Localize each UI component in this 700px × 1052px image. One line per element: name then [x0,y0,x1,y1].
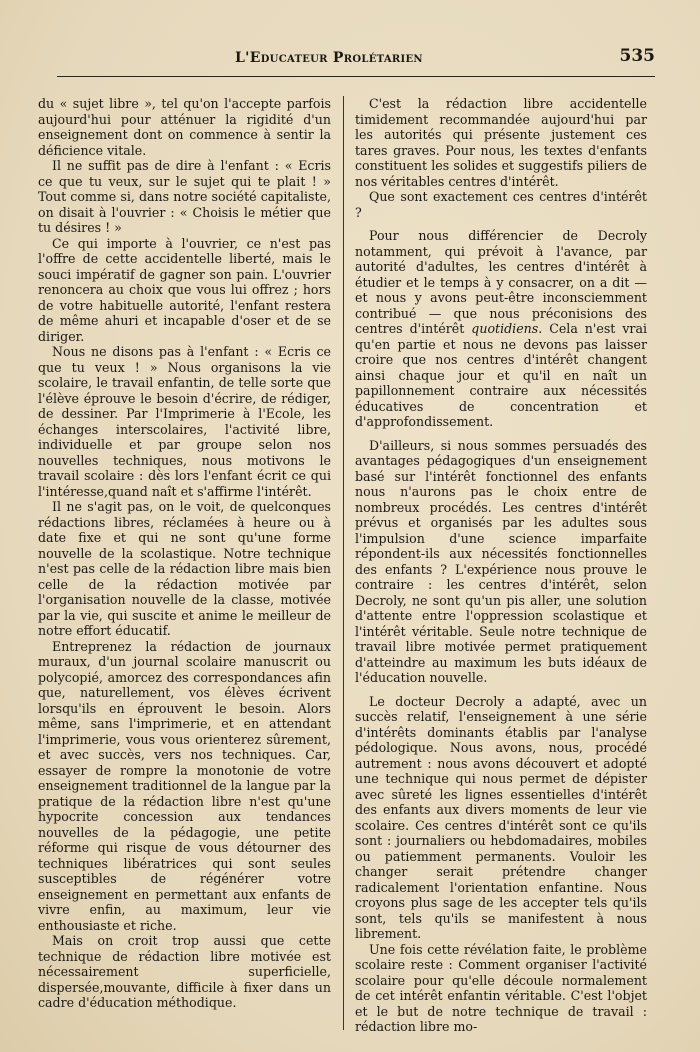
paragraph: Ce qui importe à l'ouvrier, ce n'est pas l'offre de cette accidentelle liberté, mais le souci impératif de gagner son pain. L'ouvrier renoncera au choix que vous lui offrez ; hors de votre habituelle autorité, l'enfant restera de même ahuri et incapable d'oser et de se diriger. [38,235,331,344]
paragraph: Nous ne disons pas à l'enfant : « Ecris ce que tu veux ! » Nous organisons la vie scolaire, le travail enfantin, de telle sorte que l'élève éprouve le besoin d'écrire, de rédiger, de dessiner. Par l'Imprimerie à l'Ecole, les échanges interscolaires, l'activité libre, individuelle et par groupe selon nos nouvelles techniques, nous motivons le travail scolaire : dès lors l'enfant écrit ce qui l'intéresse,quand naît et s'affirme l'intérêt. [38,344,331,499]
paragraph: Le docteur Decroly a adapté, avec un succès relatif, l'enseignement à une série d'intérêts dominants établis par l'analyse pédologique. Nous avons, nous, procédé autrement : nous avons découvert et adopté une technique qui nous permet de dépister avec sûreté les lignes essentielles d'intérêt des enfants aux divers moments de leur vie scolaire. Ces centres d'intérêt sont ce qu'ils sont : journaliers ou hebdomadaires, mobiles ou patiemment permanents. Vouloir les changer serait prétendre changer radicalement l'orientation enfantine. Nous croyons plus sage de les accepter tels qu'ils sont, tels qu'ils se manifestent à nous librement. [355,693,647,941]
left-column [38,96,331,1011]
header-rule [57,76,655,77]
paragraph: C'est la rédaction libre accidentelle timidement recommandée aujourd'hui par les autorités qui présente justement ces tares graves. Pour nous, les textes d'enfants constituent les solides et suggestifs piliers de nos véritables centres d'intérêt. [355,96,647,189]
paragraph: Mais on croit trop aussi que cette technique de rédaction libre motivée est nécessairement superficielle, dispersée,mouvante, difficile à fixer dans un cadre d'éducation méthodique. [38,933,331,1010]
paragraph: Une fois cette révélation faite, le problème scolaire reste : Comment organiser l'activité scolaire pour qu'elle découle normalement de cet intérêt enfantin véritable. C'est l'objet et le but de notre technique de travail : rédaction libre mo- [355,941,647,1034]
journal-title: L'Educateur Prolétarien [235,50,423,66]
right-column [355,96,647,1035]
paragraph: Il ne suffit pas de dire à l'enfant : « Ecris ce que tu veux, sur le sujet qui te plait ! » Tout comme si, dans notre société capitaliste, on disait à l'ouvrier : « Choisis le métier que tu désires ! » [38,158,331,235]
paragraph: Il ne s'agit pas, on le voit, de quelconques rédactions libres, réclamées à heure ou à date fixe et qui ne sont qu'une forme nouvelle de la scolastique. Notre technique n'est pas celle de la rédaction libre mais bien celle de la rédaction motivée par l'organisation nouvelle de la classe, motivée par la vie, qui suscite et anime le meilleur de notre effort éducatif. [38,499,331,638]
running-header [40,46,655,72]
paragraph-text: Cela n'est vrai qu'en partie et nous ne devons pas laisser croire que nos centres d'intérêt changent ainsi chaque jour et qu'il en naît un papillonnement contraire aux nécessités éducatives de concentration et d'approfondissement. [355,321,647,429]
emphasis-text: quotidiens. [471,321,543,336]
paragraph: Que sont exactement ces centres d'intérêt ? [355,189,647,220]
paragraph-text: Pour nous différencier de Decroly notamment, qui prévoit à l'avance, par autorité d'adultes, les centres d'intérêt à étudier et le temps à y consacrer, on a dit — et nous y avons peut-être inconsciemment contribué — que nous préconisions des centres d'intérêt [355,228,647,336]
paragraph: du « sujet libre », tel qu'on l'accepte parfois aujourd'hui pour atténuer la rigidité d'un enseignement dont on commence à sentir la déficience vitale. [38,96,331,158]
paragraph [355,228,647,430]
column-divider [343,96,344,1030]
page-number: 535 [619,46,655,66]
paragraph: D'ailleurs, si nous sommes persuadés des avantages pédagogiques d'un enseignement basé sur l'intérêt fonctionnel des enfants nous n'aurons pas le choix entre de nombreux procédés. Les centres d'intérêt prévus et organisés par les adultes sous l'impulsion d'une science imparfaite répondent-ils aux nécessités fonctionnelles des enfants ? L'expérience nous prouve le contraire : les centres d'intérêt, selon Decroly, ne sont qu'un pis aller, une solution d'attente entre l'oppression scolastique et l'intérêt véritable. Seule notre technique de travail libre motivée permet pratiquement d'atteindre au maximum les buts idéaux de l'éducation nouvelle. [355,437,647,685]
paragraph: Entreprenez la rédaction de journaux muraux, d'un journal scolaire manuscrit ou polycopié, amorcez des correspondances afin que, naturellement, vos élèves écrivent lorsqu'ils en éprouvent le besoin. Alors même, sans l'imprimerie, et en attendant l'imprimerie, vous vous orienterez sûrement, et avec succès, vers nos techniques. Car, essayer de rompre la monotonie de votre enseignement traditionnel de la langue par la pratique de la rédaction libre n'est qu'une hypocrite concession aux tendances nouvelles de la pédagogie, une petite réforme qui risque de vous détourner des techniques libératrices qui sont seules susceptibles de régénérer votre enseignement en permettant aux enfants de vivre enfin, au maximum, leur vie enthousiaste et riche. [38,638,331,933]
